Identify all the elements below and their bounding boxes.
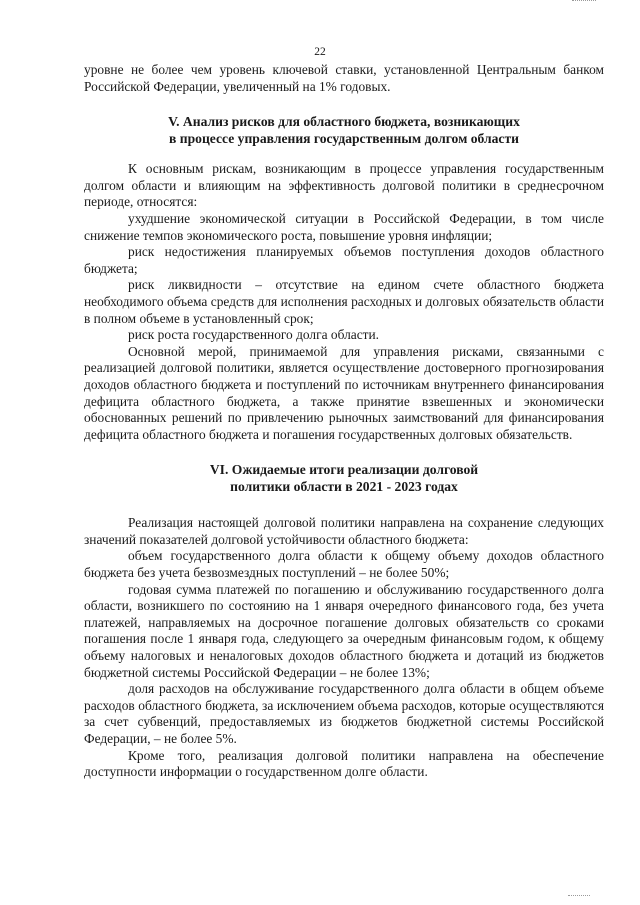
scan-mark-bottom (568, 895, 590, 899)
section-6-paragraph: Кроме того, реализация долговой политики направлена на обеспечение доступности информации о государственном долге области. (84, 747, 604, 780)
section-5-paragraph: ухудшение экономической ситуации в Российской Федерации, в том числе снижение темпов экономического роста, повышение уровня инфляции; (84, 210, 604, 243)
continued-paragraph: уровне не более чем уровень ключевой ставки, установленной Центральным банком Российской Федерации, увеличенный на 1% годовых. (84, 62, 604, 94)
section-6-paragraph: Реализация настоящей долговой политики направлена на сохранение следующих значений показателей долговой устойчивости областного бюджета: (84, 515, 604, 547)
section-5-paragraph: риск роста государственного долга области. (128, 327, 380, 343)
page-number: 22 (314, 46, 326, 58)
section-5-title-line-2: в процессе управления государственным долгом области (169, 131, 519, 147)
section-6-title-line-1: VI. Ожидаемые итоги реализации долговой (209, 462, 479, 478)
section-5-title-line-1: V. Анализ рисков для областного бюджета, возникающих (168, 114, 520, 130)
section-6-paragraph: годовая сумма платежей по погашению и обслуживанию государственного долга области, возникшего по состоянию на 1 января очередного финансового года, без учета платежей, направляемых на досрочное погашение долговых обязательств со сроками погашения после 1 января года, следующего за очередным финансовым годом, к общему объему налоговых и неналоговых доходов областного бюджета и дотаций из бюджетов бюджетной системы Российской Федерации – не более 13%; (84, 581, 604, 680)
section-5-body (84, 161, 604, 443)
section-5-heading (84, 113, 604, 147)
scan-mark-top (572, 0, 596, 4)
section-6-paragraph: объем государственного долга области к общему объему доходов областного бюджета без учета безвозмездных поступлений – не более 50%; (84, 548, 604, 581)
section-5-paragraph: К основным рискам, возникающим в процессе управления государственным долгом области и влияющим на эффективность долговой политики в среднесрочном периоде, относятся: (84, 161, 604, 210)
section-6-title-line-2: политики области в 2021 - 2023 годах (230, 479, 458, 495)
section-6-body (84, 515, 604, 781)
section-5-paragraph: риск недостижения планируемых объемов поступления доходов областного бюджета; (84, 244, 604, 276)
section-6-paragraph: доля расходов на обслуживание государственного долга области в общем объеме расходов областного бюджета, за исключением объема расходов, которые осуществляются за счет субвенций, предоставляемых из бюджетов бюджетной системы Российской Федерации, – не более 5%. (84, 681, 604, 746)
section-6-heading (84, 461, 604, 495)
section-5-paragraph: Основной мерой, принимаемой для управления рисками, связанными с реализацией долговой политики, является осуществление достоверного прогнозирования доходов областного бюджета и поступлений по источникам внутреннего финансирования дефицита областного бюджета, а также принятие взвешенных и экономически обоснованных решений по привлечению рыночных заимствований для финансирования дефицита областного бюджета и погашения государственных долговых обязательств. (84, 343, 604, 442)
document-body (84, 62, 604, 781)
section-5-paragraph: риск ликвидности – отсутствие на едином счете областного бюджета необходимого объема средств для исполнения расходных и долговых обязательств области в полном объеме в установленный срок; (84, 277, 604, 326)
